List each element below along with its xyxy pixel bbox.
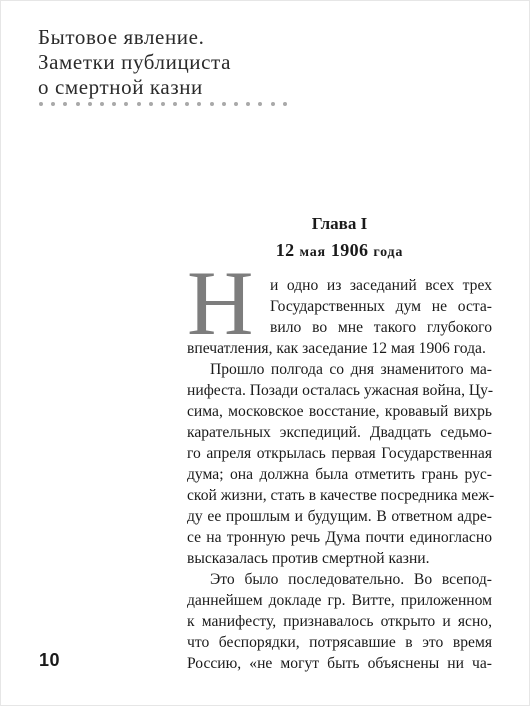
ornament-dot bbox=[246, 102, 250, 106]
text-line: ду ее прошлым и будущим. В ответном адре- bbox=[187, 508, 492, 525]
ornament-dot bbox=[173, 102, 177, 106]
ornament-dot bbox=[76, 102, 80, 106]
text-line: дума; она должна была отметить грань рус- bbox=[187, 466, 492, 483]
ornament-dot bbox=[222, 102, 226, 106]
text-line: ской жизни, стать в качестве посредника меж- bbox=[187, 487, 495, 504]
text-line: сима, московское восстание, кровавый вихрь bbox=[187, 403, 492, 420]
ornament-dot bbox=[271, 102, 275, 106]
chapter-title-day: 12 bbox=[275, 240, 295, 260]
ornament-dot bbox=[149, 102, 153, 106]
text-line: и одно из заседаний всех трех bbox=[270, 277, 492, 294]
text-line: Государственных дум не оста- bbox=[270, 298, 492, 315]
ornament-dot bbox=[112, 102, 116, 106]
ornament-dot bbox=[210, 102, 214, 106]
running-head-line: о смертной казни bbox=[38, 75, 203, 99]
text-line: высказалась против смертной казни. bbox=[187, 550, 430, 567]
ornament-dot bbox=[88, 102, 92, 106]
ornament-dot bbox=[283, 102, 287, 106]
ornament-dot bbox=[63, 102, 67, 106]
ornament-dot bbox=[51, 102, 55, 106]
page-number: 10 bbox=[39, 650, 61, 670]
running-head-line: Заметки публициста bbox=[38, 50, 232, 74]
ornament-dot bbox=[185, 102, 189, 106]
running-head-line: Бытовое явление. bbox=[38, 25, 205, 49]
text-line: к манифесту, признавалось открыто и ясно, bbox=[187, 613, 492, 630]
chapter-title-year: 1906 bbox=[330, 240, 369, 260]
body-text bbox=[187, 275, 495, 674]
chapter-title-suffix: года bbox=[373, 245, 404, 260]
text-line: го апреля открылась первая Государственная bbox=[187, 445, 492, 462]
chapter-number: Глава I bbox=[311, 214, 368, 233]
text-line: Россию, «не могут быть объяснены ни ча- bbox=[187, 655, 492, 672]
text-line: впечатления, как заседание 12 мая 1906 года. bbox=[187, 340, 486, 357]
ornament-dot bbox=[258, 102, 262, 106]
text-line: Это было последовательно. Во всепод- bbox=[210, 571, 492, 588]
running-head bbox=[38, 25, 338, 100]
ornament-dot bbox=[124, 102, 128, 106]
text-line: нифеста. Позади осталась ужасная война, Цу- bbox=[187, 382, 494, 399]
text-line: что беспорядки, потрясавшие в это время bbox=[187, 634, 492, 651]
text-line: карательных экспедиций. Двадцать седьмо- bbox=[187, 424, 492, 441]
dotted-divider bbox=[39, 102, 287, 108]
ornament-dot bbox=[39, 102, 43, 106]
ornament-dot bbox=[137, 102, 141, 106]
drop-cap-letter: Н bbox=[187, 252, 254, 354]
text-line: даннейшем докладе гр. Витте, приложенном bbox=[187, 592, 492, 609]
text-line: се на тронную речь Дума почти единогласно bbox=[187, 529, 492, 546]
ornament-dot bbox=[234, 102, 238, 106]
ornament-dot bbox=[197, 102, 201, 106]
ornament-dot bbox=[161, 102, 165, 106]
text-line: Прошло полгода со дня знаменитого ма- bbox=[210, 361, 492, 378]
chapter-title-month: мая bbox=[299, 245, 326, 260]
text-line: вило во мне такого глубокого bbox=[270, 319, 492, 336]
ornament-dot bbox=[100, 102, 104, 106]
